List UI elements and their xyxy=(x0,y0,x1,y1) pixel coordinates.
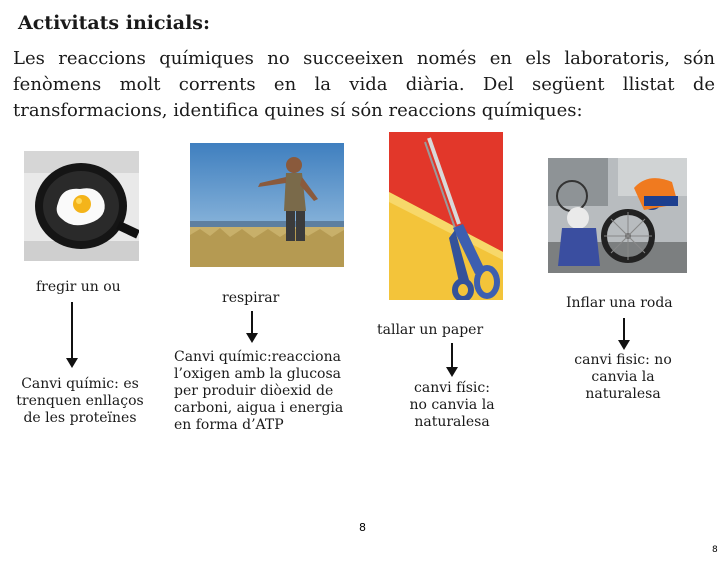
intro-line-1: Les reaccions químiques no succeeixen només en els laboratoris, són xyxy=(13,48,715,69)
answer-tallar-un-paper: canvi físic: no canvia la naturalesa xyxy=(409,380,495,430)
intro-paragraph xyxy=(13,46,715,124)
breathing-photo xyxy=(190,143,344,267)
answer-fregir-un-ou: Canvi químic: es trenquen enllaços de les proteïnes xyxy=(16,376,144,426)
arrow-down-3 xyxy=(451,343,453,375)
intro-line-3: transformacions, identifica quines sí són reaccions químiques: xyxy=(13,100,583,121)
page-number-corner: 8 xyxy=(712,545,718,555)
page-number-center: 8 xyxy=(359,521,366,534)
fried-egg-photo xyxy=(24,151,139,261)
caption-fregir-un-ou: fregir un ou xyxy=(36,279,121,295)
caption-inflar-una-roda: Inflar una roda xyxy=(566,295,673,311)
caption-tallar-un-paper: tallar un paper xyxy=(377,322,484,338)
fried-egg-icon xyxy=(24,151,139,261)
answer-inflar-una-roda: canvi fisic: no canvia la naturalesa xyxy=(574,352,672,402)
arrow-down-4 xyxy=(623,318,625,348)
page-title: Activitats inicials: xyxy=(18,12,211,34)
scissors-photo xyxy=(389,132,503,300)
arrow-down-2 xyxy=(251,311,253,341)
bicycle-photo xyxy=(548,158,687,273)
answer-respirar: Canvi químic:reacciona l’oxigen amb la glucosa per produir diòexid de carboni, aigua i energia en forma d’ATP xyxy=(174,349,344,433)
intro-line-2: fenòmens molt corrents en la vida diària. Del següent llistat de xyxy=(13,74,715,95)
scissors-icon xyxy=(389,132,503,300)
person-breathing-icon xyxy=(190,143,344,267)
caption-respirar: respirar xyxy=(222,290,280,306)
bicycle-wheel-icon xyxy=(548,158,687,273)
arrow-down-1 xyxy=(71,302,73,366)
